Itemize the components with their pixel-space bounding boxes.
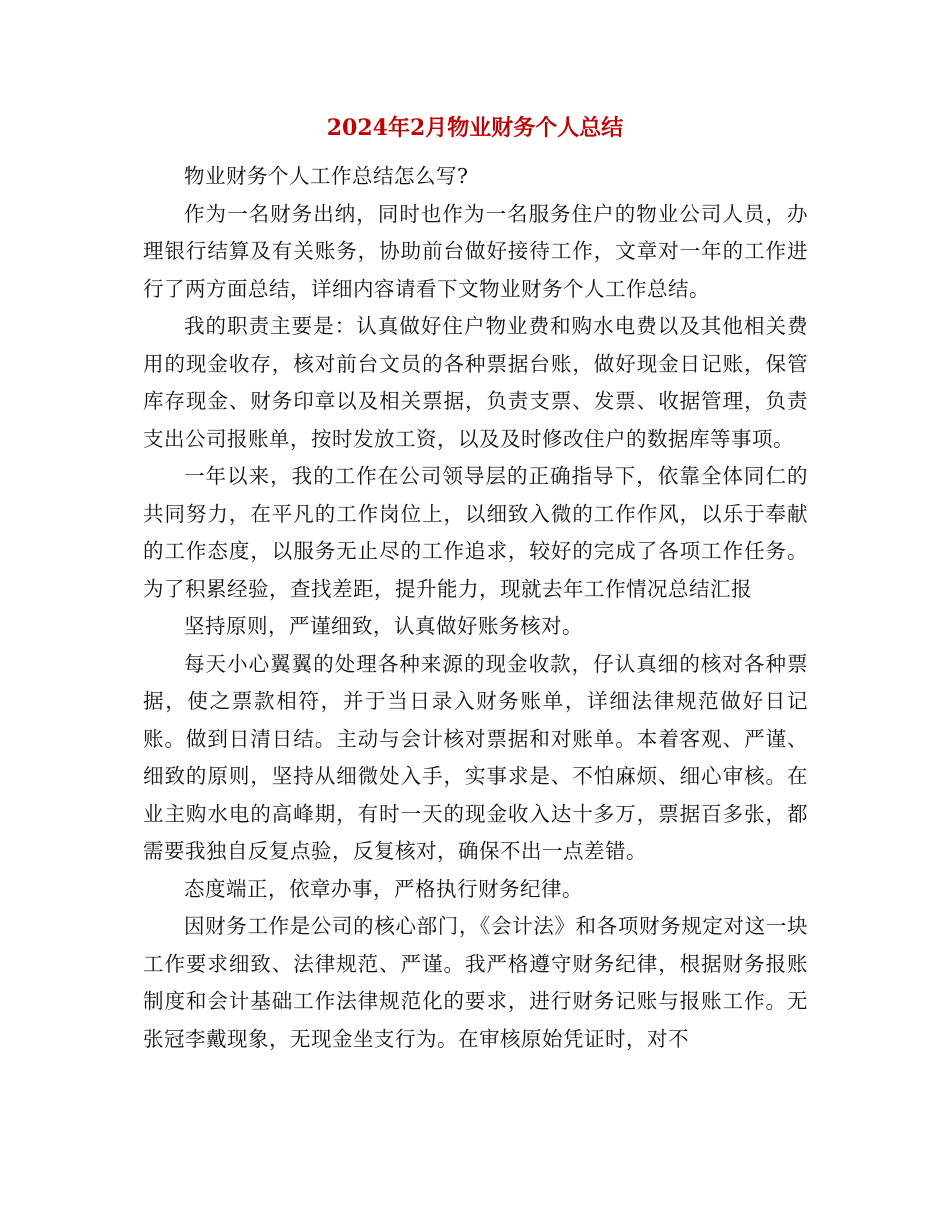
document-title: 2024年2月物业财务个人总结 xyxy=(326,115,624,141)
paragraph-6: 每天小心翼翼的处理各种来源的现金收款，仔认真细的核对各种票据，使之票款相符，并于当日录入财务账单，详细法律规范做好日记账。做到日清日结。主动与会计核对票据和对账单。本着客观、严谨、细致的原则，坚持从细微处入手，实事求是、不怕麻烦、细心审核。在业主购水电的高峰期，有时一天的现金收入达十多万，票据百多张，都需要我独自反复点验，反复核对，确保不出一点差错。 xyxy=(143,651,808,863)
paragraph-3: 我的职责主要是：认真做好住户物业费和购水电费以及其他相关费用的现金收存，核对前台文员的各种票据台账，做好现金日记账，保管库存现金、财务印章以及相关票据，负责支票、发票、收据管理，负责支出公司报账单，按时发放工资，以及及时修改住户的数据库等事项。 xyxy=(143,314,808,451)
paragraph-1: 物业财务个人工作总结怎么写? xyxy=(184,164,469,188)
document-body xyxy=(143,158,808,1058)
paragraph-2: 作为一名财务出纳，同时也作为一名服务住户的物业公司人员，办理银行结算及有关账务，协助前台做好接待工作，文章对一年的工作进行了两方面总结，详细内容请看下文物业财务个人工作总结。 xyxy=(143,201,808,301)
paragraph-8: 因财务工作是公司的核心部门，《会计法》和各项财务规定对这一块工作要求细致、法律规范、严谨。我严格遵守财务纪律，根据财务报账制度和会计基础工作法律规范化的要求，进行财务记账与报账工作。无张冠李戴现象，无现金坐支行为。在审核原始凭证时，对不 xyxy=(143,914,808,1051)
paragraph-7: 态度端正，依章办事，严格执行财务纪律。 xyxy=(184,876,583,901)
paragraph-5: 坚持原则，严谨细致，认真做好账务核对。 xyxy=(184,614,583,638)
paragraph-4: 一年以来，我的工作在公司领导层的正确指导下，依靠全体同仁的共同努力，在平凡的工作岗位上，以细致入微的工作作风，以乐于奉献的工作态度，以服务无止尽的工作追求，较好的完成了各项工作任务。为了积累经验，查找差距，提升能力，现就去年工作情况总结汇报 xyxy=(143,464,808,601)
